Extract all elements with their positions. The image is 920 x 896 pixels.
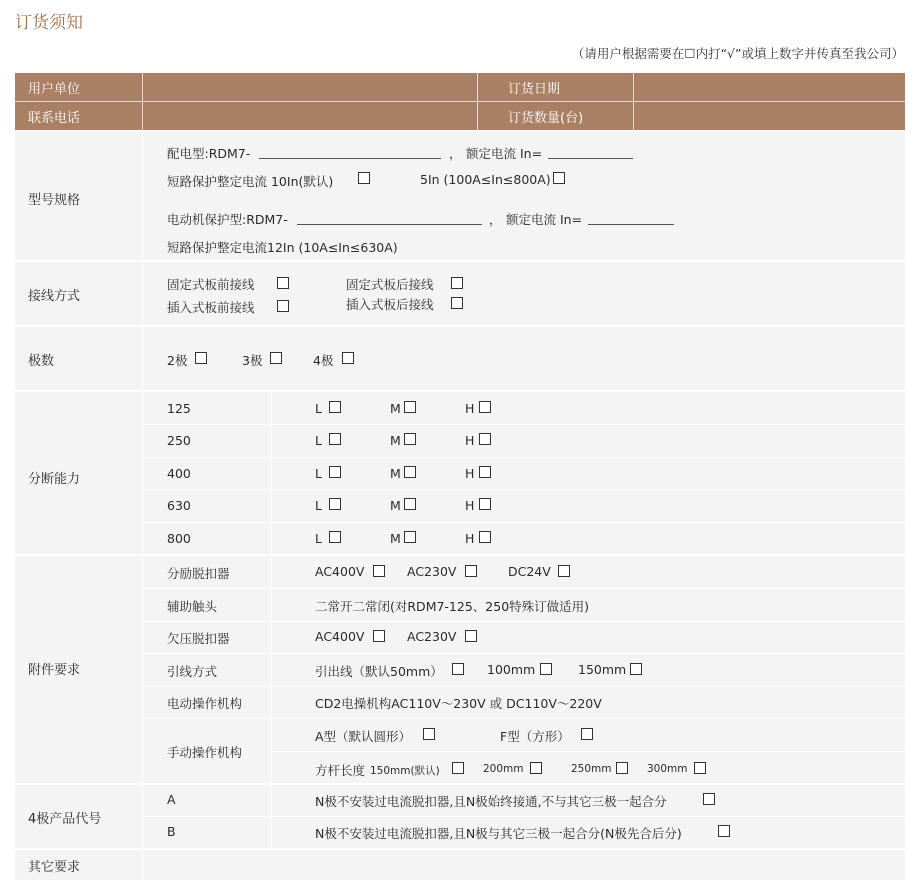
comma: ，	[489, 212, 502, 227]
level-m: M	[390, 401, 401, 416]
divider	[633, 102, 634, 130]
h-checkbox[interactable]	[479, 531, 491, 543]
code-a-checkbox[interactable]	[703, 793, 715, 805]
level-l: L	[315, 531, 322, 546]
model-label: 型号规格	[28, 193, 81, 208]
pole-4-text: 4极	[313, 353, 334, 368]
lead-100-checkbox[interactable]	[540, 663, 552, 675]
divider	[143, 621, 905, 622]
instruction-note: （请用户根据需要在☐内打“√”或填上数字并传真至我公司）	[571, 46, 904, 61]
divider	[143, 424, 905, 425]
lead-default-text: 引出线（默认50mm）	[315, 664, 443, 679]
level-h: H	[465, 531, 475, 546]
level-l: L	[315, 466, 322, 481]
divider	[477, 102, 478, 130]
accessories-section	[15, 556, 905, 783]
divider	[142, 327, 143, 390]
aux-contact-text: 二常开二常闭(对RDM7-125、250特殊订做适用)	[315, 599, 590, 614]
rod-300-text: 300mm	[647, 763, 688, 775]
plug-front-text: 插入式板前接线	[167, 300, 255, 315]
lead-150-checkbox[interactable]	[630, 663, 642, 675]
l-checkbox[interactable]	[329, 498, 341, 510]
rated-current-field[interactable]	[548, 158, 633, 159]
m-checkbox[interactable]	[404, 401, 416, 413]
shunt-release-label: 分励脱扣器	[167, 566, 230, 581]
frame-630: 630	[167, 498, 191, 513]
type-a-text: A型（默认圆形）	[315, 729, 412, 744]
motor-sc-text: 短路保护整定电流12In (10A≤In≤630A)	[167, 240, 398, 255]
dist-type-field[interactable]	[259, 158, 441, 159]
four-pole-section	[15, 785, 905, 848]
user-unit-label: 用户单位	[28, 81, 81, 97]
motor-rated-text: 额定电流 In=	[506, 212, 583, 227]
other-label: 其它要求	[28, 860, 81, 875]
frame-125: 125	[167, 401, 191, 416]
header-row-1	[15, 73, 905, 101]
level-h: H	[465, 466, 475, 481]
code-b: B	[167, 824, 176, 839]
breaking-section	[15, 392, 905, 554]
order-form-table	[15, 73, 905, 880]
divider	[142, 556, 143, 783]
m-checkbox[interactable]	[404, 531, 416, 543]
sc-default-text: 短路保护整定电流 10In(默认)	[167, 174, 334, 189]
code-b-checkbox[interactable]	[718, 825, 730, 837]
divider	[143, 489, 905, 490]
level-m: M	[390, 433, 401, 448]
code-a-text: N极不安装过电流脱扣器,且N极始终接通,不与其它三极一起合分	[315, 794, 667, 809]
m-checkbox[interactable]	[404, 433, 416, 445]
code-a: A	[167, 792, 176, 807]
poles-section	[15, 327, 905, 390]
lead-150-text: 150mm	[578, 662, 627, 677]
motor-operator-label: 电动操作机构	[167, 696, 243, 711]
type-a-checkbox[interactable]	[423, 728, 435, 740]
divider	[143, 457, 905, 458]
l-checkbox[interactable]	[329, 466, 341, 478]
order-date-label: 订货日期	[508, 81, 561, 97]
rod-250-checkbox[interactable]	[616, 762, 628, 774]
motor-rated-field[interactable]	[588, 224, 674, 225]
rod-300-checkbox[interactable]	[694, 762, 706, 774]
divider	[477, 73, 478, 101]
level-m: M	[390, 498, 401, 513]
under-ac400-checkbox[interactable]	[373, 630, 385, 642]
divider	[271, 392, 272, 554]
wiring-label: 接线方式	[28, 289, 81, 304]
aux-contact-label: 辅助触头	[167, 599, 218, 614]
shunt-ac230-checkbox[interactable]	[465, 565, 477, 577]
shunt-dc24-text: DC24V	[508, 564, 551, 579]
pole-3-text: 3极	[242, 353, 263, 368]
accessories-label: 附件要求	[28, 663, 81, 678]
plug-front-checkbox[interactable]	[277, 300, 289, 312]
divider	[143, 522, 905, 523]
divider	[143, 686, 905, 687]
m-checkbox[interactable]	[404, 466, 416, 478]
divider	[633, 73, 634, 101]
pole-3-checkbox[interactable]	[270, 352, 282, 364]
fixed-front-checkbox[interactable]	[277, 277, 289, 289]
phone-label: 联系电话	[28, 110, 81, 126]
l-checkbox[interactable]	[329, 401, 341, 413]
level-h: H	[465, 401, 475, 416]
h-checkbox[interactable]	[479, 433, 491, 445]
model-section	[15, 132, 905, 260]
level-l: L	[315, 498, 322, 513]
h-checkbox[interactable]	[479, 401, 491, 413]
divider	[142, 262, 143, 325]
shunt-ac400-checkbox[interactable]	[373, 565, 385, 577]
rated-current-text: 额定电流 In=	[466, 146, 543, 161]
plug-back-text: 插入式板后接线	[346, 297, 434, 312]
pole-2-checkbox[interactable]	[195, 352, 207, 364]
level-l: L	[315, 401, 322, 416]
divider	[143, 718, 905, 719]
rod-150-text: 150mm(默认)	[370, 765, 440, 777]
sc-default-checkbox[interactable]	[358, 172, 370, 184]
code-b-text: N极不安装过电流脱扣器,且N极与其它三极一起合分(N极先合后分)	[315, 826, 682, 841]
motor-operator-text: CD2电操机构AC110V～230V 或 DC110V～220V	[315, 696, 602, 711]
divider	[142, 850, 143, 880]
rod-200-checkbox[interactable]	[530, 762, 542, 774]
breaking-label: 分断能力	[28, 472, 81, 487]
comma: ，	[449, 146, 462, 161]
divider	[142, 73, 143, 101]
shunt-ac230-text: AC230V	[407, 564, 457, 579]
frame-800: 800	[167, 531, 191, 546]
fixed-back-checkbox[interactable]	[451, 277, 463, 289]
lead-default-checkbox[interactable]	[452, 663, 464, 675]
rod-150-checkbox[interactable]	[452, 762, 464, 774]
quantity-label: 订货数量(台)	[508, 110, 584, 126]
m-checkbox[interactable]	[404, 498, 416, 510]
under-ac230-checkbox[interactable]	[465, 630, 477, 642]
dist-type-text: 配电型:RDM7-	[167, 146, 251, 161]
divider	[272, 751, 905, 752]
h-checkbox[interactable]	[479, 498, 491, 510]
level-m: M	[390, 466, 401, 481]
rod-250-text: 250mm	[571, 763, 612, 775]
sc-alt-text: 5In (100A≤In≤800A)	[420, 172, 551, 187]
divider	[143, 816, 905, 817]
divider	[142, 392, 143, 554]
type-f-checkbox[interactable]	[581, 728, 593, 740]
level-h: H	[465, 498, 475, 513]
fixed-back-text: 固定式板后接线	[346, 277, 434, 292]
motor-type-field[interactable]	[297, 224, 482, 225]
h-checkbox[interactable]	[479, 466, 491, 478]
l-checkbox[interactable]	[329, 531, 341, 543]
shunt-dc24-checkbox[interactable]	[558, 565, 570, 577]
lead-method-label: 引线方式	[167, 664, 218, 679]
divider	[271, 556, 272, 783]
divider	[143, 588, 905, 589]
header-row-2	[15, 102, 905, 130]
level-m: M	[390, 531, 401, 546]
undervoltage-label: 欠压脱扣器	[167, 631, 230, 646]
page-title: 订货须知	[15, 13, 83, 33]
frame-250: 250	[167, 433, 191, 448]
lead-100-text: 100mm	[487, 662, 536, 677]
under-ac230-text: AC230V	[407, 629, 457, 644]
type-f-text: F型（方形）	[500, 729, 570, 744]
shunt-ac400-text: AC400V	[315, 564, 365, 579]
rod-length-label: 方杆长度	[315, 763, 366, 778]
four-pole-label: 4极产品代号	[28, 812, 102, 827]
level-l: L	[315, 433, 322, 448]
divider	[143, 653, 905, 654]
rod-200-text: 200mm	[483, 763, 524, 775]
sc-alt-checkbox[interactable]	[553, 172, 565, 184]
divider	[142, 132, 143, 260]
wiring-section	[15, 262, 905, 325]
divider	[142, 102, 143, 130]
manual-operator-label: 手动操作机构	[167, 745, 243, 760]
poles-label: 极数	[28, 354, 55, 369]
motor-type-text: 电动机保护型:RDM7-	[167, 212, 288, 227]
l-checkbox[interactable]	[329, 433, 341, 445]
plug-back-checkbox[interactable]	[451, 297, 463, 309]
pole-2-text: 2极	[167, 353, 188, 368]
fixed-front-text: 固定式板前接线	[167, 277, 255, 292]
other-section	[15, 850, 905, 880]
under-ac400-text: AC400V	[315, 629, 365, 644]
level-h: H	[465, 433, 475, 448]
pole-4-checkbox[interactable]	[342, 352, 354, 364]
frame-400: 400	[167, 466, 191, 481]
